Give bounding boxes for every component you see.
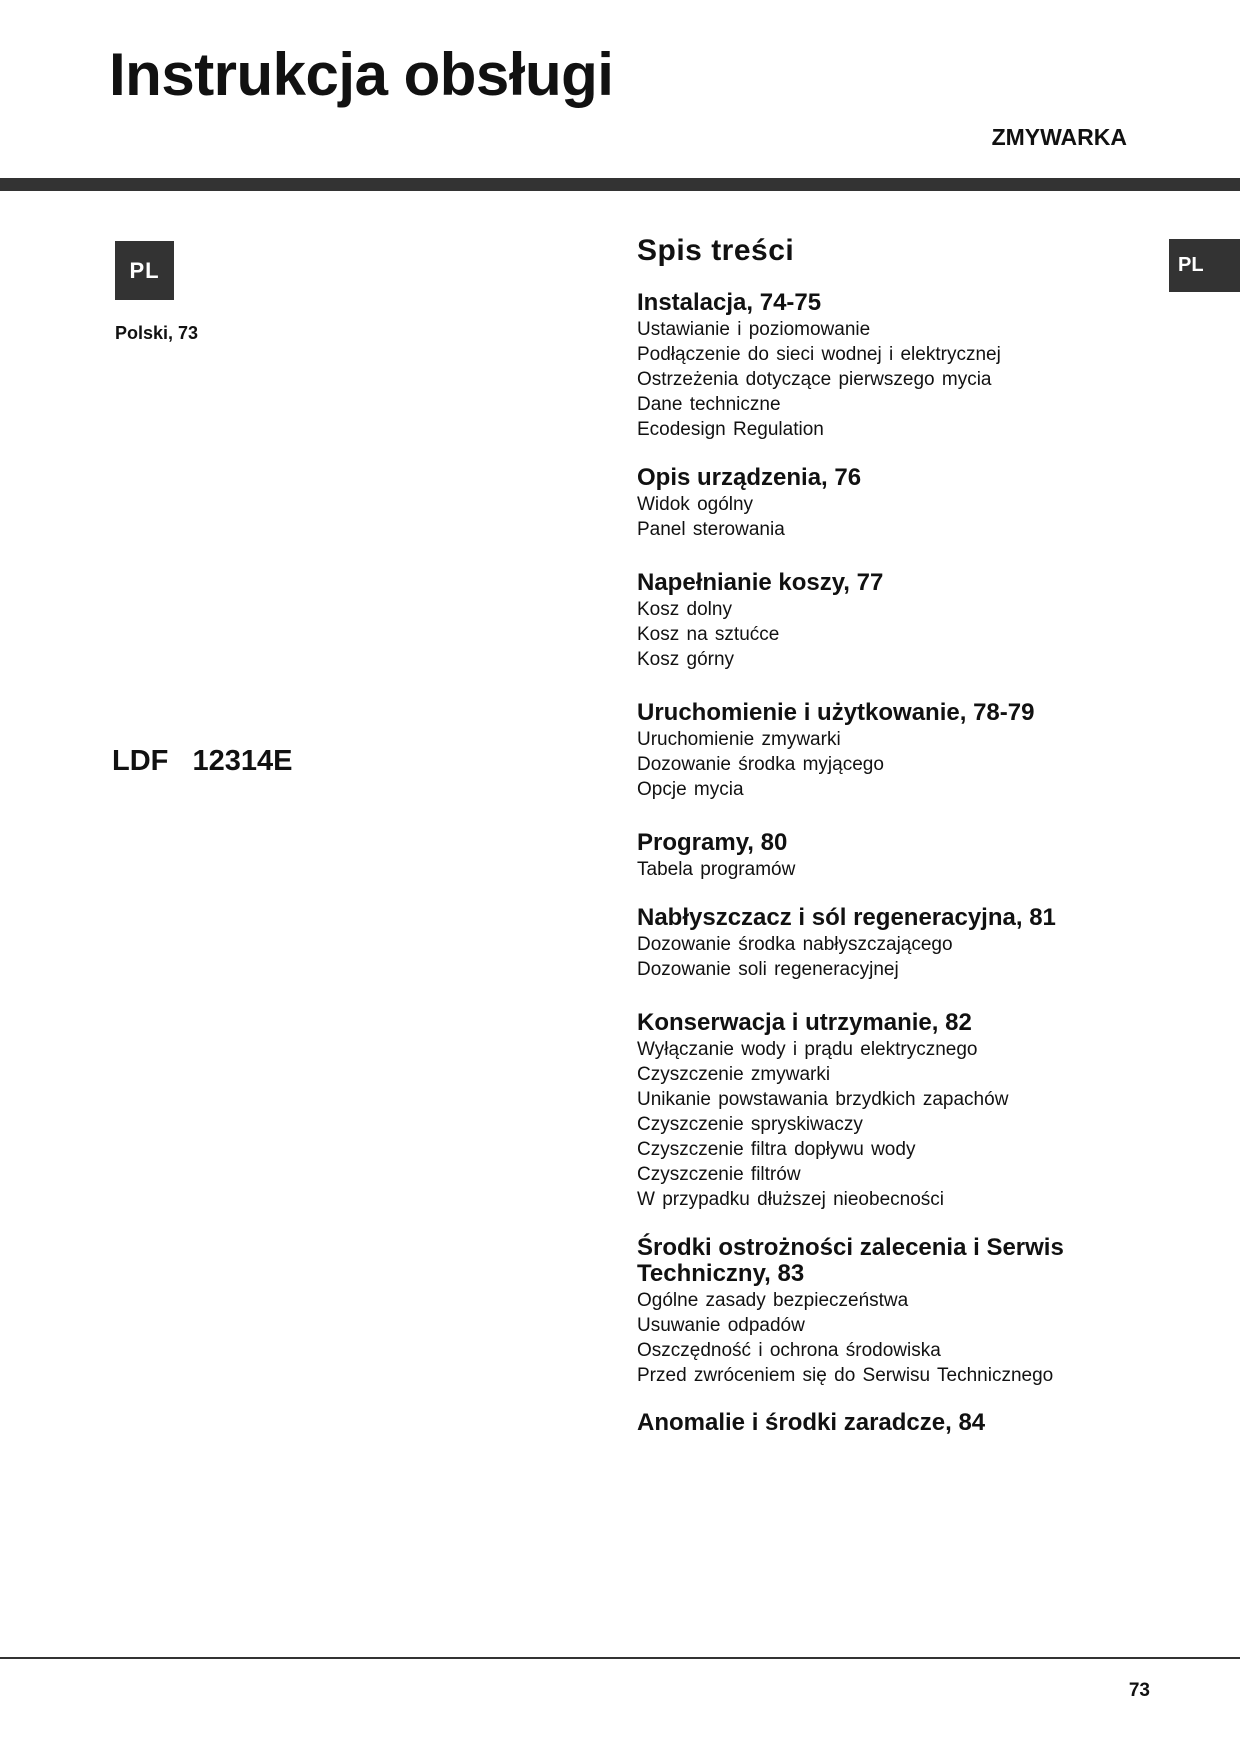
page-number: 73 (1128, 1680, 1150, 1701)
section-heading[interactable]: Środki ostrożności zalecenia i Serwis Techniczny, 83 (637, 1234, 1064, 1287)
toc-section-rinse-aid-salt (637, 905, 1107, 982)
toc-section-baskets (637, 570, 1107, 672)
section-heading[interactable]: Napełnianie koszy, 77 (637, 569, 884, 596)
section-item: Unikanie powstawania brzydkich zapachów (637, 1089, 1009, 1110)
toc-title: Spis treści (637, 234, 795, 267)
section-item: Dozowanie środka nabłyszczającego (637, 934, 953, 955)
section-item: Kosz na sztućce (637, 624, 780, 645)
header-divider (0, 178, 1240, 191)
toc-section-installation (637, 290, 1107, 442)
section-item: Tabela programów (637, 859, 796, 880)
toc-section-safety-service (637, 1235, 1107, 1388)
section-item: Uruchomienie zmywarki (637, 729, 841, 750)
section-item: Wyłączanie wody i prądu elektrycznego (637, 1039, 978, 1060)
section-item: Czyszczenie spryskiwaczy (637, 1114, 863, 1135)
document-title: Instrukcja obsługi (109, 41, 614, 108)
section-item: Kosz dolny (637, 599, 732, 620)
section-item: Ogólne zasady bezpieczeństwa (637, 1290, 909, 1311)
section-item: Opcje mycia (637, 779, 744, 800)
section-item: Czyszczenie zmywarki (637, 1064, 831, 1085)
toc-section-troubleshooting (637, 1410, 1107, 1437)
section-item: Dozowanie środka myjącego (637, 754, 884, 775)
section-item: Widok ogólny (637, 494, 754, 515)
section-heading[interactable]: Konserwacja i utrzymanie, 82 (637, 1009, 972, 1036)
section-heading[interactable]: Anomalie i środki zaradcze, 84 (637, 1409, 986, 1436)
section-item: Usuwanie odpadów (637, 1315, 805, 1336)
section-item: Ostrzeżenia dotyczące pierwszego mycia (637, 369, 992, 390)
toc-section-maintenance (637, 1010, 1107, 1212)
section-item: Ecodesign Regulation (637, 419, 824, 440)
section-item: Ustawianie i poziomowanie (637, 319, 871, 340)
toc-section-programs (637, 830, 1107, 882)
toc-section-description (637, 465, 1107, 542)
language-side-tab: PL (1169, 239, 1240, 292)
language-badge: PL (115, 241, 174, 300)
model-number: LDF 12314E (112, 745, 293, 777)
section-item: Dozowanie soli regeneracyjnej (637, 959, 899, 980)
section-item: W przypadku dłuższej nieobecności (637, 1189, 944, 1210)
section-heading[interactable]: Uruchomienie i użytkowanie, 78-79 (637, 699, 1035, 726)
section-item: Czyszczenie filtrów (637, 1164, 801, 1185)
section-heading[interactable]: Instalacja, 74-75 (637, 289, 822, 316)
language-entry[interactable]: Polski, 73 (115, 323, 199, 343)
product-type-label: ZMYWARKA (991, 124, 1127, 150)
footer-divider (0, 1657, 1240, 1659)
section-heading[interactable]: Opis urządzenia, 76 (637, 464, 862, 491)
section-heading[interactable]: Nabłyszczacz i sól regeneracyjna, 81 (637, 904, 1056, 931)
section-item: Oszczędność i ochrona środowiska (637, 1340, 941, 1361)
table-of-contents (637, 230, 1107, 1436)
section-item: Przed zwróceniem się do Serwisu Technicznego (637, 1365, 1054, 1386)
section-item: Dane techniczne (637, 394, 781, 415)
section-item: Czyszczenie filtra dopływu wody (637, 1139, 916, 1160)
section-item: Podłączenie do sieci wodnej i elektrycznej (637, 344, 1001, 365)
section-heading[interactable]: Programy, 80 (637, 829, 788, 856)
section-item: Kosz górny (637, 649, 735, 670)
toc-section-startup (637, 700, 1107, 802)
section-item: Panel sterowania (637, 519, 785, 540)
